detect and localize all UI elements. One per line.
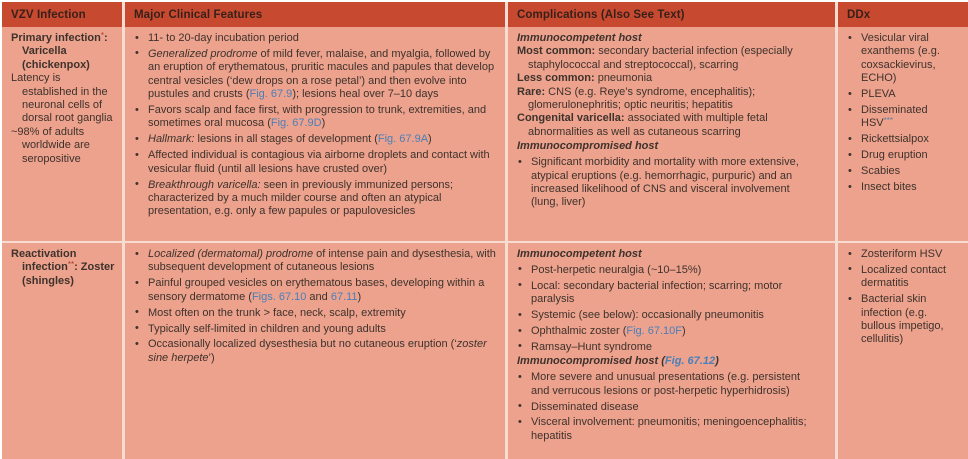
bullet-icon: • <box>848 148 852 161</box>
bullet-icon: • <box>518 279 522 292</box>
bullet-text <box>861 293 944 345</box>
text-segment: Systemic (see below): occasionally pneumonitis <box>531 309 764 322</box>
bullet-icon: • <box>848 132 852 145</box>
bullet-item <box>134 307 499 320</box>
bullet-text <box>861 149 928 161</box>
text-segment: Insect bites <box>861 181 917 194</box>
text-segment: of intense pain and dysesthesia, with subsequent development of cutaneous lesions <box>148 248 496 274</box>
bullet-icon: • <box>135 132 139 145</box>
bullet-text <box>861 264 946 289</box>
bullet-icon: • <box>518 324 522 337</box>
figure-ref[interactable]: Figs. 67.10 <box>251 290 307 303</box>
bullet-icon: • <box>518 308 522 321</box>
bullet-item <box>517 341 819 354</box>
bullet-item <box>517 401 819 414</box>
text-segment: Bacterial skin infection (e.g. bullous impetigo, cellulitis) <box>861 293 944 346</box>
bullet-text <box>148 104 486 129</box>
text-segment: Congenital varicella: <box>517 112 625 125</box>
text-segment: of mild fever, malaise, and myalgia, followed by an eruption of erythematous, pruritic macules and papules that develop central vesicles (‘dew drops on a rose petal’) and then evolve into pustules and crusts ( <box>148 47 495 101</box>
figure-ref[interactable]: Fig. 67.9 <box>249 88 293 101</box>
header-major-clinical-features: Major Clinical Features <box>122 2 505 27</box>
bullet-item <box>847 264 962 291</box>
bullet-icon: • <box>135 247 139 260</box>
text-segment: zoster sine herpete <box>148 338 487 364</box>
text-segment: Ramsay–Hunt syndrome <box>531 340 653 353</box>
bullet-icon: • <box>848 87 852 100</box>
bullet-text <box>531 416 807 441</box>
text-segment: Immunocompromised host <box>517 140 659 153</box>
text-segment: ) <box>321 117 326 130</box>
header-complications: Complications (Also See Text) <box>505 2 835 27</box>
bullet-item <box>517 264 819 277</box>
paragraph <box>517 86 819 113</box>
cell-vzv <box>2 27 122 241</box>
text-segment: ) <box>428 133 432 146</box>
text-segment: Immunocompetent host <box>517 248 642 260</box>
text-segment: CNS (e.g. Reye’s syndrome, encephalitis); glomerulonephritis; optic neuritis; hepatitis <box>528 85 756 112</box>
bullet-text <box>531 309 764 321</box>
text-segment: Immunocompromised host <box>517 355 659 368</box>
bullet-icon: • <box>135 148 139 161</box>
table-row <box>2 27 968 241</box>
bullet-icon: • <box>848 292 852 305</box>
table-header-row <box>2 2 968 27</box>
paragraph <box>11 72 116 126</box>
bullet-icon: • <box>518 340 522 353</box>
text-segment: and <box>306 290 331 303</box>
text-segment: Post-herpetic neuralgia (~10–15%) <box>531 263 702 276</box>
text-segment: associated with multiple fetal abnormalities as well as cutaneous scarring <box>528 112 768 138</box>
bullet-item <box>134 338 499 365</box>
bullet-item <box>847 104 962 131</box>
footnote-marker: * <box>100 30 104 40</box>
text-segment: Vesicular viral exanthems (e.g. coxsackievirus, ECHO) <box>861 32 940 85</box>
text-segment: More severe and unusual presentations (e.g. persistent and verrucous lesions or post-herpetic hyperhidrosis) <box>531 371 801 397</box>
text-segment: ~98% of adults worldwide are seropositive <box>11 125 90 165</box>
bullet-icon: • <box>848 31 852 44</box>
bullet-text <box>148 338 487 363</box>
bullet-text <box>148 32 299 44</box>
bullet-item <box>517 280 819 307</box>
bullet-item <box>847 149 962 162</box>
text-segment: Latency is established in the neuronal cells of dorsal root ganglia <box>11 72 113 125</box>
text-segment: Most often on the trunk > face, neck, scalp, extremity <box>148 306 406 319</box>
bullet-icon: • <box>848 247 852 260</box>
bullet-icon: • <box>848 164 852 177</box>
bullet-item <box>134 179 499 219</box>
header-vzv-infection: VZV Infection <box>11 8 86 21</box>
bullet-item <box>134 32 499 45</box>
bullet-icon: • <box>848 180 852 193</box>
bullet-text <box>861 88 896 100</box>
bullet-icon: • <box>518 400 522 413</box>
bullet-text <box>531 264 701 276</box>
bullet-text <box>531 341 652 353</box>
bullet-icon: • <box>848 103 852 116</box>
figure-ref[interactable]: Fig. 67.9D <box>270 117 322 130</box>
bullet-item <box>517 371 819 398</box>
section-heading <box>517 248 819 261</box>
bullet-icon: • <box>135 322 139 335</box>
text-segment: Disseminated disease <box>531 400 639 413</box>
cell-features <box>122 27 505 241</box>
bullet-text <box>148 307 406 319</box>
text-segment: ); lesions heal over 7–10 days <box>292 88 439 101</box>
text-segment: Primary infection <box>11 32 101 44</box>
bullet-text <box>861 104 928 129</box>
bullet-text <box>861 248 942 260</box>
text-segment: seen in previously immunized persons; characterized by a much milder course and often an atypical presentation, e.g. only a few papules or papulovesicles <box>148 178 454 218</box>
bullet-item <box>134 323 499 336</box>
footnote-marker: ** <box>67 259 75 269</box>
text-segment: Local: secondary bacterial infection; scarring; motor paralysis <box>531 279 783 306</box>
bullet-icon: • <box>135 337 139 350</box>
paragraph <box>517 72 819 85</box>
text-segment: Ophthalmic zoster ( <box>531 325 627 338</box>
text-segment: Affected individual is contagious via airborne droplets and contact with vesicular fluid (until all lesions have crusted over) <box>148 149 490 175</box>
bullet-text <box>531 156 799 208</box>
bullet-icon: • <box>135 31 139 44</box>
bullet-icon: • <box>135 276 139 289</box>
text-segment: Immunocompetent host <box>517 32 642 44</box>
text-segment: Hallmark: <box>148 133 195 146</box>
bullet-text <box>148 179 453 218</box>
bullet-text <box>531 371 800 396</box>
vzv-infection-table <box>2 2 968 459</box>
bullet-icon: • <box>518 263 522 276</box>
footnote-marker: *** <box>883 115 893 125</box>
figure-ref[interactable]: Fig. 67.10F <box>626 325 683 338</box>
text-segment: Occasionally localized dysesthesia but no cutaneous eruption (‘ <box>148 338 457 351</box>
text-segment: Zosteriform HSV <box>861 248 943 260</box>
bullet-item <box>847 133 962 146</box>
bullet-text <box>148 277 484 302</box>
bullet-text <box>531 401 639 413</box>
text-segment: : Varicella (chickenpox) <box>22 32 108 71</box>
bullet-item <box>517 416 819 443</box>
text-segment: Generalized prodrome <box>148 47 258 60</box>
text-segment: Reactivation infection <box>11 248 77 274</box>
table-body <box>2 27 968 459</box>
bullet-item <box>847 181 962 194</box>
bullet-text <box>861 133 929 145</box>
text-segment: Scabies <box>861 165 901 178</box>
bullet-icon: • <box>518 155 522 168</box>
text-segment: Breakthrough varicella: <box>148 178 261 191</box>
text-segment: 11- to 20-day incubation period <box>148 32 299 44</box>
text-segment: Localized contact dermatitis <box>861 263 946 290</box>
bullet-item <box>134 48 499 102</box>
bullet-item <box>847 293 962 347</box>
bullet-text <box>861 181 917 193</box>
bullet-icon: • <box>135 306 139 319</box>
paragraph <box>517 112 819 139</box>
bullet-text <box>531 325 686 337</box>
text-segment: Most common: <box>517 45 596 58</box>
text-segment: pneumonia <box>594 72 653 85</box>
bullet-icon: • <box>135 178 139 191</box>
text-segment: Localized (dermatomal) prodrome <box>148 248 314 260</box>
text-segment: Significant morbidity and mortality with more extensive, atypical eruptions (e.g. hemorrhagic, purpuric) and an increased likelihood of CNS and visceral involvement (lung, liver) <box>531 156 799 209</box>
bullet-item <box>134 248 499 275</box>
bullet-item <box>517 309 819 322</box>
bullet-item <box>134 149 499 176</box>
bullet-icon: • <box>135 47 139 60</box>
figure-ref[interactable]: Fig. 67.12 <box>664 355 716 368</box>
section-heading <box>517 32 819 45</box>
text-segment: ) <box>682 325 686 338</box>
text-segment: secondary bacterial infection (especially staphylococcal and streptococcal), scarring <box>528 45 793 71</box>
bullet-icon: • <box>135 103 139 116</box>
text-segment: Favors scalp and face first, with progression to trunk, extremities, and sometimes oral mucosa ( <box>148 104 487 130</box>
text-segment: Rare: <box>517 85 546 98</box>
bullet-text <box>861 165 900 177</box>
cell-complications <box>505 27 835 241</box>
bullet-item <box>847 32 962 86</box>
table-row <box>2 241 968 459</box>
cell-ddx <box>835 27 968 241</box>
figure-ref[interactable]: Fig. 67.9A <box>377 133 429 146</box>
section-heading <box>517 355 819 368</box>
figure-ref[interactable]: 67.11 <box>330 290 358 303</box>
text-segment: Disseminated HSV <box>861 104 928 130</box>
bullet-icon: • <box>848 263 852 276</box>
bullet-text <box>861 32 940 84</box>
bullet-item <box>517 325 819 338</box>
text-segment: Rickettsialpox <box>861 133 929 146</box>
bullet-text <box>148 248 496 273</box>
bullet-text <box>148 323 386 335</box>
bullet-item <box>847 165 962 178</box>
text-segment: lesions in all stages of development ( <box>194 133 378 146</box>
bullet-item <box>847 88 962 101</box>
bullet-item <box>517 156 819 210</box>
text-segment: Visceral involvement: pneumonitis; meningoencephalitis; hepatitis <box>531 416 807 442</box>
header-ddx: DDx <box>835 2 968 27</box>
text-segment: Painful grouped vesicles on erythematous bases, developing within a sensory dermatome ( <box>148 277 485 303</box>
bullet-icon: • <box>518 415 522 428</box>
bullet-icon: • <box>518 370 522 383</box>
paragraph <box>11 248 116 288</box>
paragraph <box>517 45 819 72</box>
cell-complications <box>505 243 835 459</box>
text-segment: PLEVA <box>861 88 896 101</box>
text-segment: : Zoster (shingles) <box>22 261 115 287</box>
cell-ddx <box>835 243 968 459</box>
bullet-item <box>134 133 499 146</box>
text-segment: Typically self-limited in children and young adults <box>148 322 386 335</box>
paragraph <box>11 32 116 72</box>
text-segment: ) <box>357 290 362 303</box>
cell-features <box>122 243 505 459</box>
text-segment: Drug eruption <box>861 149 928 162</box>
section-heading <box>517 140 819 153</box>
text-segment: ( <box>658 355 665 368</box>
bullet-item <box>847 248 962 261</box>
bullet-text <box>148 149 490 174</box>
text-segment: Less common: <box>517 72 595 85</box>
bullet-text <box>148 133 432 145</box>
bullet-item <box>134 104 499 131</box>
bullet-text <box>148 48 494 100</box>
text-segment: ’) <box>208 351 215 364</box>
cell-vzv <box>2 243 122 459</box>
text-segment: ) <box>715 355 719 368</box>
paragraph <box>11 126 116 166</box>
bullet-text <box>531 280 782 305</box>
bullet-item <box>134 277 499 304</box>
